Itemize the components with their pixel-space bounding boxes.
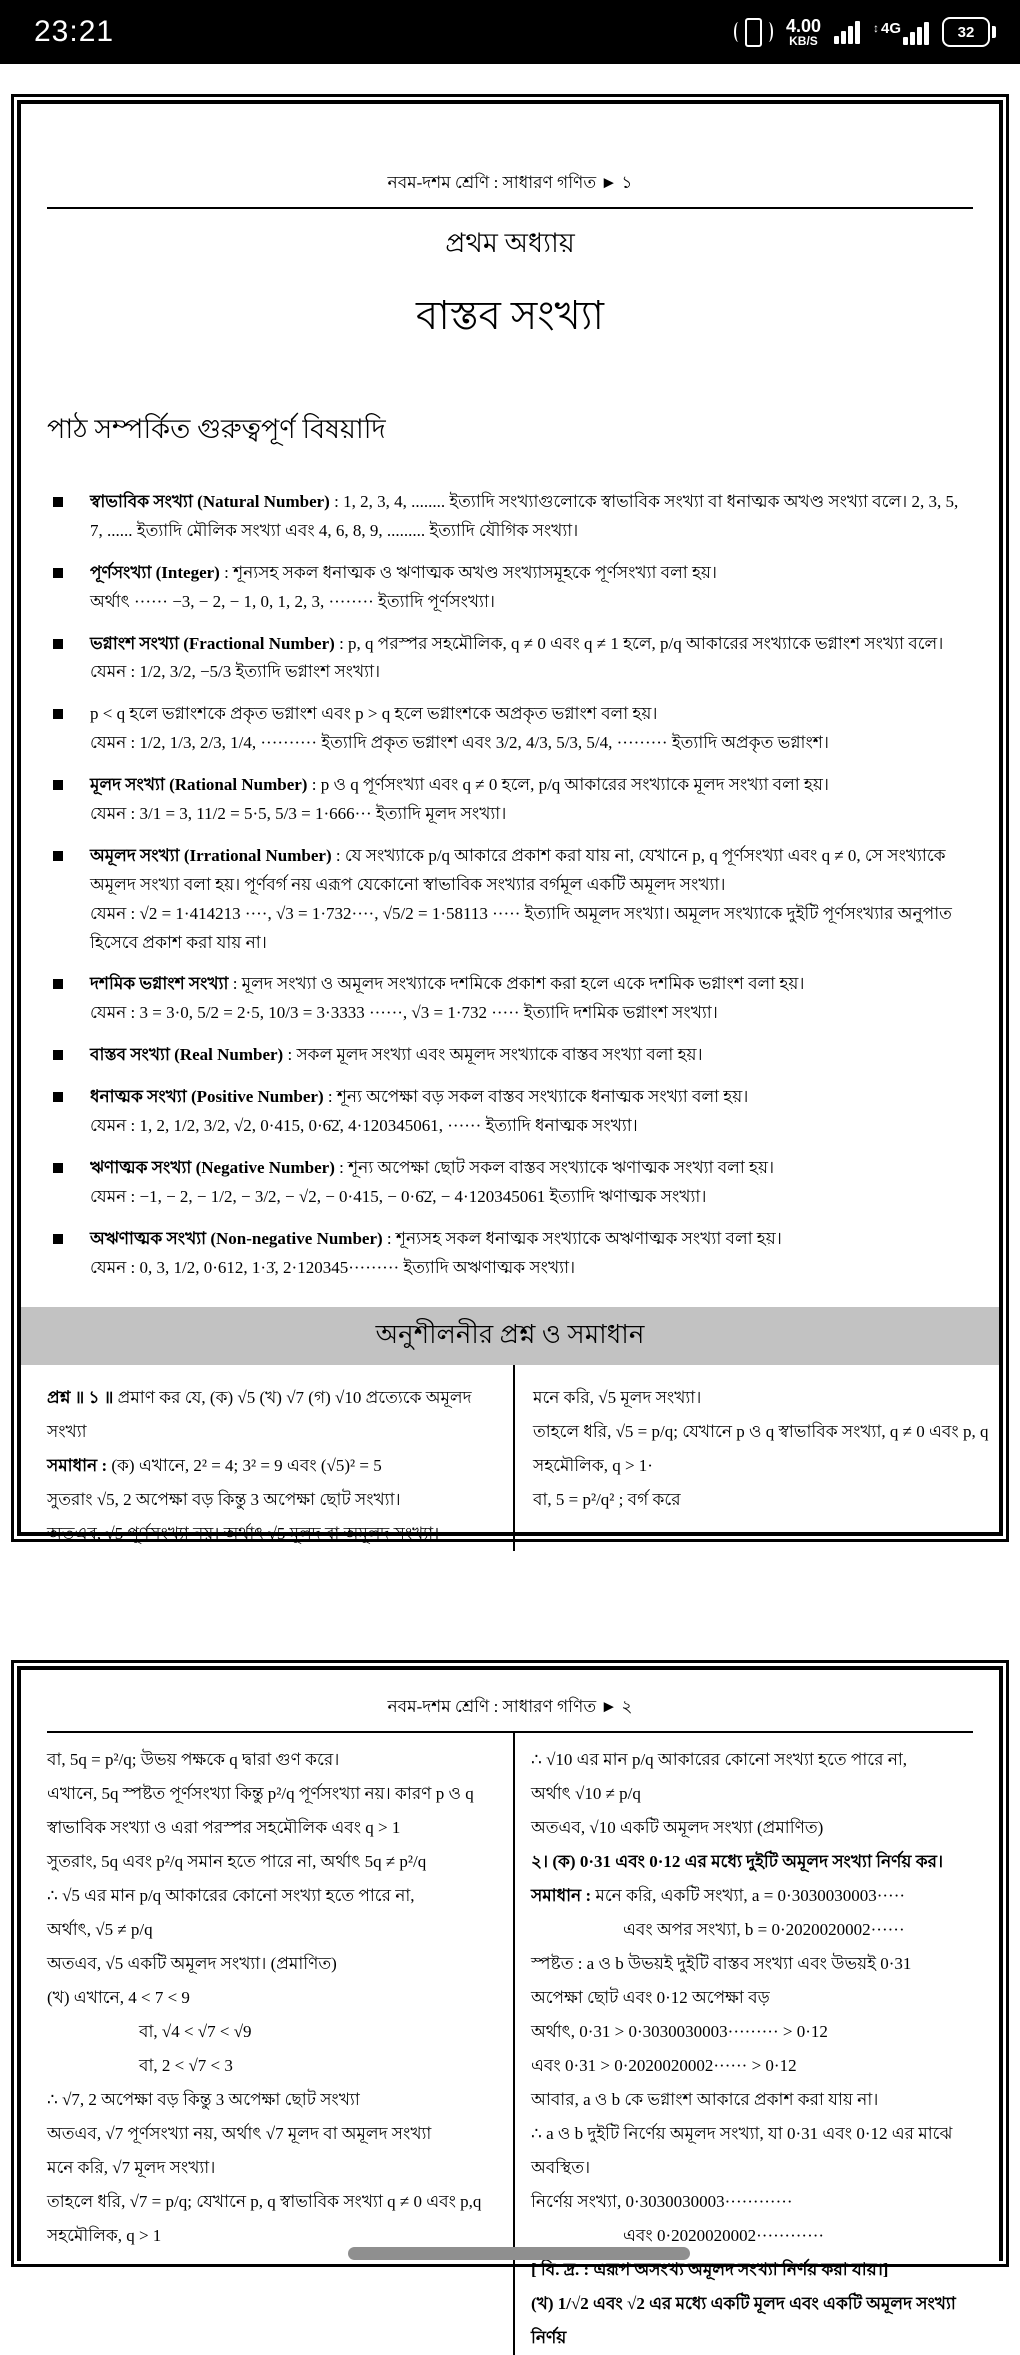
- text-line: এখানে, 5q স্পষ্টত পূর্ণসংখ্যা কিন্তু p²/q পূর্ণসংখ্যা নয়। কারণ p ও q: [47, 1784, 474, 1803]
- text-line: p < q হলে ভগ্নাংশকে প্রকৃত ভগ্নাংশ এবং p > q হলে ভগ্নাংশকে অপ্রকৃত ভগ্নাংশ বলা হয়।: [90, 704, 658, 724]
- updown-arrows-icon: ↕: [872, 20, 879, 35]
- document-page-1: [11, 94, 1009, 1542]
- text-line: এবং 0·31 > 0·2020020002······ > 0·12: [531, 2056, 797, 2075]
- text-line: সহমৌলিক, q > 1: [47, 2226, 162, 2245]
- text-line: মনে করি, √5 মূলদ সংখ্যা।: [533, 1388, 702, 1408]
- text-line: যেমন : −1, − 2, − 1/2, − 3/2, − √2, − 0·415, − 0·6̇2̇, − 4·120345061 ইত্যাদি ঋণাত্মক সংখ্যা।: [90, 1186, 707, 1206]
- text-line: তাহলে ধরি, √7 = p/q; যেখানে p, q স্বাভাবিক সংখ্যা q ≠ 0 এবং p,q: [47, 2192, 482, 2211]
- section-heading: পাঠ সম্পর্কিত গুরুত্বপূর্ণ বিষয়াদি: [47, 414, 386, 444]
- text-line: ঋণাত্মক সংখ্যা (Negative Number) : শূন্য অপেক্ষা ছোট সকল বাস্তব সংখ্যাকে ঋণাত্মক সংখ্যা বলা হয়।: [90, 1157, 775, 1177]
- topic-bullet-list: [47, 488, 973, 1295]
- text-line: বা, √4 < √7 < √9: [139, 2022, 252, 2041]
- bullet-item: [47, 700, 973, 758]
- data-speed-unit: KB/S: [789, 34, 818, 49]
- bullet-text: [90, 488, 973, 546]
- bullet-text: [90, 559, 973, 617]
- text-line: প্রশ্ন ॥ ১ ॥ প্রমাণ কর যে, (ক) √5 (খ) √7 (গ) √10 প্রত্যেকে অমূলদ সংখ্যা: [47, 1388, 472, 1442]
- text-line: স্বাভাবিক সংখ্যা ও এরা পরস্পর সহমৌলিক এবং q > 1: [47, 1818, 401, 1837]
- page-1-frame: [17, 100, 1003, 1544]
- text-line: অমূলদ সংখ্যা (Irrational Number) : যে সংখ্যাকে p/q আকারে প্রকাশ করা যায় না, যেখানে p, q পূর্ণসংখ্যা এবং q ≠ 0, সে সংখ্যাকে অমূলদ সংখ্যা বলা হয়। পূর্ণবর্গ নয় এরূপ যেকোনো স্বাভাবিক সংখ্যার বর্গমূল একটি অমূলদ সংখ্যা।: [90, 845, 946, 894]
- data-speed-indicator: [786, 17, 821, 48]
- bullet-text: [90, 970, 973, 1028]
- text-line: বা, 5q = p²/q; উভয় পক্ষকে q দ্বারা গুণ করে।: [47, 1750, 340, 1769]
- square-bullet-icon: [53, 979, 63, 989]
- square-bullet-icon: [53, 497, 63, 507]
- text-line: ∴ √7, 2 অপেক্ষা বড় কিন্তু 3 অপেক্ষা ছোট সংখ্যা: [47, 2090, 360, 2109]
- bullet-item: [47, 1083, 973, 1141]
- page-2-right-column: [515, 1733, 999, 2355]
- text-line: তাহলে ধরি, √5 = p/q; যেখানে p ও q স্বাভাবিক সংখ্যা, q ≠ 0 এবং p, q: [533, 1422, 989, 1442]
- text-line: যেমন : 1, 2, 1/2, 3/2, √2, 0·415, 0·6̇2̇, 4·120345061, ······ ইত্যাদি ধনাত্মক সংখ্যা।: [90, 1116, 638, 1136]
- vibrate-icon: [734, 18, 773, 47]
- bullet-item: [47, 1225, 973, 1283]
- text-line: মূলদ সংখ্যা (Rational Number) : p ও q পূর্ণসংখ্যা এবং q ≠ 0 হলে, p/q আকারের সংখ্যাকে মূলদ সংখ্যা বলা হয়।: [90, 775, 829, 795]
- data-speed-value: 4.00: [785, 15, 821, 36]
- status-icons: [734, 17, 996, 48]
- bullet-item: [47, 771, 973, 829]
- square-bullet-icon: [53, 851, 63, 861]
- text-line: (খ) এখানে, 4 < 7 < 9: [47, 1988, 190, 2007]
- text-line: বা, 5 = p²/q² ; বর্গ করে: [533, 1490, 681, 1510]
- page-1-running-header: নবম-দশম শ্রেণি : সাধারণ গণিত ► ১: [387, 173, 633, 192]
- text-line: মনে করি, √7 মূলদ সংখ্যা।: [47, 2158, 216, 2177]
- bullet-text: [90, 771, 973, 829]
- text-line: সুতরাং, 5q এবং p²/q সমান হতে পারে না, অর্থাৎ 5q ≠ p²/q: [47, 1852, 427, 1871]
- document-page-2: [11, 1660, 1009, 2347]
- text-line: ∴ √10 এর মান p/q আকারের কোনো সংখ্যা হতে পারে না,: [531, 1750, 908, 1769]
- text-line: অর্থাৎ √10 ≠ p/q: [531, 1784, 641, 1803]
- text-line: অর্থাৎ, 0·31 > 0·3030030003········· > 0·12: [531, 2022, 828, 2041]
- square-bullet-icon: [53, 639, 63, 649]
- text-line: যেমন : 1/2, 1/3, 2/3, 1/4, ·········· ইত্যাদি প্রকৃত ভগ্নাংশ এবং 3/2, 4/3, 5/3, 5/4, ········· ইত্যাদি অপ্রকৃত ভগ্নাংশ।: [90, 733, 829, 753]
- header-rule: [47, 207, 973, 209]
- battery-icon: [942, 17, 996, 47]
- text-line: ভগ্নাংশ সংখ্যা (Fractional Number) : p, q পরস্পর সহমৌলিক, q ≠ 0 এবং q ≠ 1 হলে, p/q আকারের সংখ্যাকে ভগ্নাংশ সংখ্যা বলে। যেমন : 1/2, 3/2, −5/3 ইত্যাদি ভগ্নাংশ সংখ্যা।: [90, 633, 944, 682]
- page-2-left-column: [21, 1733, 515, 2355]
- bullet-text: [90, 630, 973, 688]
- text-line: যেমন : 3 = 3·0, 5/2 = 2·5, 10/3 = 3·3333 ······, √3 = 1·732 ····· ইত্যাদি দশমিক ভগ্নাংশ সংখ্যা।: [90, 1003, 718, 1023]
- text-line: ধনাত্মক সংখ্যা (Positive Number) : শূন্য অপেক্ষা বড় সকল বাস্তব সংখ্যাকে ধনাত্মক সংখ্যা বলা হয়।: [90, 1087, 749, 1107]
- bullet-text: [90, 1041, 973, 1070]
- horizontal-scrollbar[interactable]: [348, 2247, 690, 2260]
- text-line: অবস্থিত।: [531, 2158, 591, 2177]
- text-line: সমাধান : (ক) এখানে, 2² = 4; 3² = 9 এবং (√5)² = 5: [47, 1456, 382, 1476]
- chapter-title: বাস্তব সংখ্যা: [416, 293, 604, 338]
- bullet-item: [47, 970, 973, 1028]
- qa-left-column: [21, 1365, 515, 1551]
- text-line: যেমন : 3/1 = 3, 11/2 = 5·5, 5/3 = 1·666··· ইত্যাদি মূলদ সংখ্যা।: [90, 804, 507, 824]
- page-2-running-header: নবম-দশম শ্রেণি : সাধারণ গণিত ► ২: [387, 1697, 633, 1716]
- square-bullet-icon: [53, 1163, 63, 1173]
- bullet-text: [90, 1083, 973, 1141]
- page-2-two-column-section: [21, 1733, 999, 2355]
- text-line: অতএব, √7 পূর্ণসংখ্যা নয়, অর্থাৎ √7 মূলদ বা অমূলদ সংখ্যা: [47, 2124, 432, 2143]
- qa-two-column-section: [21, 1365, 999, 1551]
- chapter-label: প্রথম অধ্যায়: [445, 228, 575, 258]
- text-line: এবং 0·2020020002············: [623, 2226, 825, 2245]
- qa-right-column: [515, 1365, 999, 1551]
- square-bullet-icon: [53, 780, 63, 790]
- network-4g-icon: [873, 20, 929, 45]
- network-label: 4G: [880, 19, 901, 37]
- bullet-text: [90, 1225, 973, 1283]
- text-line: নির্ণেয় সংখ্যা, 0·3030030003············: [531, 2192, 793, 2211]
- square-bullet-icon: [53, 1092, 63, 1102]
- text-line: সুতরাং √5, 2 অপেক্ষা বড় কিন্তু 3 অপেক্ষা ছোট সংখ্যা।: [47, 1490, 401, 1510]
- text-line: স্বাভাবিক সংখ্যা (Natural Number) : 1, 2, 3, 4, ........ ইত্যাদি সংখ্যাগুলোকে স্বাভাবিক সংখ্যা বা ধনাত্মক অখণ্ড সংখ্যা বলে। 2, 3, 5, 7, ...... ইত্যাদি মৌলিক সংখ্যা এবং 4, 6, 8, 9, ......... ইত্যাদি যৌগিক সংখ্যা।: [90, 492, 959, 540]
- text-line: ∴ a ও b দুইটি নির্ণেয় অমূলদ সংখ্যা, যা 0·31 এবং 0·12 এর মাঝে: [531, 2124, 953, 2143]
- text-line: অর্থাৎ, √5 ≠ p/q: [47, 1920, 153, 1939]
- text-line: স্পষ্টত : a ও b উভয়ই দুইটি বাস্তব সংখ্যা এবং উভয়ই 0·31: [531, 1954, 912, 1973]
- text-line: অঋণাত্মক সংখ্যা (Non-negative Number) : শূন্যসহ সকল ধনাত্মক সংখ্যাকে অঋণাত্মক সংখ্যা বলা হয়।: [90, 1228, 782, 1248]
- bullet-text: [90, 700, 973, 758]
- text-line: ২। (ক) 0·31 এবং 0·12 এর মধ্যে দুইটি অমূলদ সংখ্যা নির্ণয় কর।: [531, 1852, 944, 1871]
- sim2-signal-bars-icon: [903, 22, 929, 45]
- text-line: অতএব, √10 একটি অমূলদ সংখ্যা (প্রমাণিত): [531, 1818, 824, 1837]
- text-line: যেমন : 0, 3, 1/2, 0·612, 1·3̇, 2·120345········· ইত্যাদি অঋণাত্মক সংখ্যা।: [90, 1257, 576, 1277]
- bullet-item: [47, 1154, 973, 1212]
- bullet-item: [47, 488, 973, 546]
- bullet-text: [90, 1154, 973, 1212]
- text-line: সমাধান : মনে করি, একটি সংখ্যা, a = 0·3030030003·····: [531, 1886, 906, 1905]
- square-bullet-icon: [53, 1234, 63, 1244]
- clock: 23:21: [34, 15, 115, 48]
- text-line: ∴ √5 এর মান p/q আকারের কোনো সংখ্যা হতে পারে না,: [47, 1886, 415, 1905]
- text-line: সহমৌলিক, q > 1·: [533, 1456, 653, 1476]
- text-line: দশমিক ভগ্নাংশ সংখ্যা : মূলদ সংখ্যা ও অমূলদ সংখ্যাকে দশমিকে প্রকাশ করা হলে একে দশমিক ভগ্নাংশ বলা হয়।: [90, 974, 805, 994]
- square-bullet-icon: [53, 709, 63, 719]
- text-line: (খ) 1/√2 এবং √2 এর মধ্যে একটি মূলদ এবং একটি অমূলদ সংখ্যা নির্ণয়: [531, 2294, 956, 2347]
- text-line: এবং অপর সংখ্যা, b = 0·2020020002······: [623, 1920, 905, 1939]
- text-line: যেমন : √2 = 1·414213 ····, √3 = 1·732····, √5/2 = 1·58113 ····· ইত্যাদি অমূলদ সংখ্যা। অমূলদ সংখ্যাকে দুইটি পূর্ণসংখ্যার অনুপাত হিসেবে প্রকাশ করা যায় না।: [90, 903, 952, 952]
- text-line: পূর্ণসংখ্যা (Integer) : শূন্যসহ সকল ধনাত্মক ও ঋণাত্মক অখণ্ড সংখ্যাসমূহকে পূর্ণসংখ্যা বলা হয়।: [90, 562, 718, 582]
- text-line: বা, 2 < √7 < 3: [139, 2056, 233, 2075]
- square-bullet-icon: [53, 1050, 63, 1060]
- battery-level: 32: [942, 17, 990, 47]
- page-2-frame: [17, 1666, 1003, 2347]
- page-gap: [0, 1542, 1020, 1660]
- bullet-item: [47, 559, 973, 617]
- exercise-banner: অনুশীলনীর প্রশ্ন ও সমাধান: [21, 1307, 999, 1365]
- text-line: আবার, a ও b কে ভগ্নাংশ আকারে প্রকাশ করা যায় না।: [531, 2090, 879, 2109]
- text-line: [ বি. দ্র. : এরূপ অসংখ্য অমূলদ সংখ্যা নির্ণয় করা যায়।]: [531, 2260, 889, 2279]
- text-line: অর্থাৎ ······ −3, − 2, − 1, 0, 1, 2, 3, ········ ইত্যাদি পূর্ণসংখ্যা।: [90, 591, 495, 611]
- bullet-item: [47, 630, 973, 688]
- text-line: বাস্তব সংখ্যা (Real Number) : সকল মূলদ সংখ্যা এবং অমূলদ সংখ্যাকে বাস্তব সংখ্যা বলা হয়।: [90, 1045, 703, 1065]
- signal-bars-icon: [834, 21, 860, 44]
- text-line: অতএব, √5 একটি অমূলদ সংখ্যা। (প্রমাণিত): [47, 1954, 337, 1973]
- text-line: অপেক্ষা ছোট এবং 0·12 অপেক্ষা বড়: [531, 1988, 770, 2007]
- text-line: অতএব, √5 পূর্ণসংখ্যা নয়। অর্থাৎ √5 মূলদ বা অমূলদ সংখ্যা।: [47, 1524, 440, 1544]
- square-bullet-icon: [53, 568, 63, 578]
- bullet-item: [47, 1041, 973, 1070]
- bullet-text: [90, 842, 973, 958]
- bullet-item: [47, 842, 973, 958]
- status-bar: [0, 0, 1020, 64]
